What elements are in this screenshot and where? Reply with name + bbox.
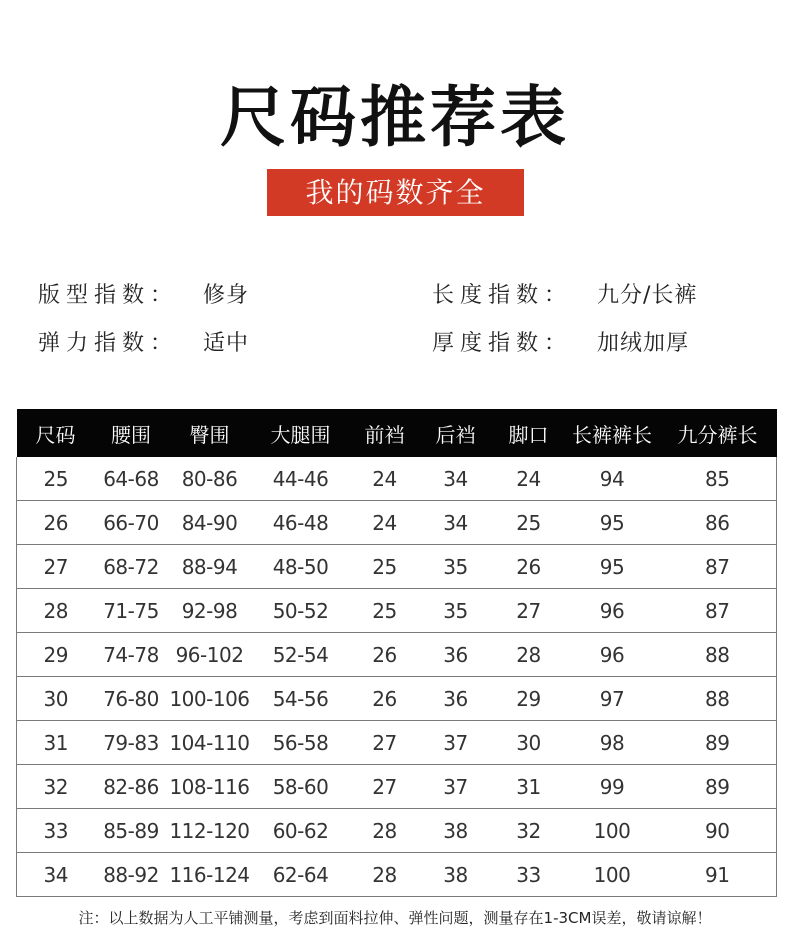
cell-thigh: 58-60 (252, 765, 350, 809)
cell-hip: 104-110 (168, 721, 252, 765)
cell-thigh: 50-52 (252, 589, 350, 633)
spec-fit-value: 修身 (203, 283, 250, 308)
cell-hip: 88-94 (168, 545, 252, 589)
cell-thigh: 60-62 (252, 809, 350, 853)
cell-front-rise: 24 (350, 457, 420, 501)
cell-ankle-length: 90 (659, 809, 777, 853)
spec-length-label: 长度指数： (432, 283, 573, 308)
table-row (17, 677, 777, 721)
cell-hip: 96-102 (168, 633, 252, 677)
cell-leg-opening: 24 (492, 457, 566, 501)
spec-thickness-value: 加绒加厚 (597, 331, 690, 356)
cell-thigh: 56-58 (252, 721, 350, 765)
header-ankle-length: 九分裤长 (659, 409, 777, 457)
cell-thigh: 48-50 (252, 545, 350, 589)
spec-elasticity-label: 弹力指数： (38, 331, 179, 356)
table-row (17, 809, 777, 853)
header-waist: 腰围 (95, 409, 168, 457)
size-table (16, 409, 777, 897)
header-size: 尺码 (17, 409, 95, 457)
header-hip: 臀围 (168, 409, 252, 457)
cell-full-length: 96 (566, 589, 659, 633)
cell-size: 31 (17, 721, 95, 765)
page-title: 尺码推荐表 (220, 79, 570, 156)
cell-front-rise: 28 (350, 853, 420, 897)
cell-hip: 92-98 (168, 589, 252, 633)
table-row (17, 589, 777, 633)
cell-ankle-length: 86 (659, 501, 777, 545)
cell-waist: 76-80 (95, 677, 168, 721)
cell-full-length: 100 (566, 853, 659, 897)
cell-waist: 66-70 (95, 501, 168, 545)
cell-full-length: 97 (566, 677, 659, 721)
spec-thickness-label: 厚度指数： (432, 331, 573, 356)
cell-front-rise: 26 (350, 633, 420, 677)
cell-front-rise: 25 (350, 545, 420, 589)
cell-full-length: 100 (566, 809, 659, 853)
cell-ankle-length: 91 (659, 853, 777, 897)
cell-ankle-length: 89 (659, 721, 777, 765)
cell-full-length: 95 (566, 545, 659, 589)
cell-leg-opening: 30 (492, 721, 566, 765)
spec-thickness (432, 329, 689, 359)
table-row (17, 501, 777, 545)
cell-ankle-length: 88 (659, 633, 777, 677)
cell-size: 26 (17, 501, 95, 545)
cell-leg-opening: 25 (492, 501, 566, 545)
cell-back-rise: 36 (420, 633, 492, 677)
cell-back-rise: 37 (420, 765, 492, 809)
cell-waist: 74-78 (95, 633, 168, 677)
cell-leg-opening: 29 (492, 677, 566, 721)
cell-thigh: 44-46 (252, 457, 350, 501)
cell-back-rise: 38 (420, 853, 492, 897)
cell-leg-opening: 31 (492, 765, 566, 809)
cell-front-rise: 27 (350, 721, 420, 765)
table-row (17, 853, 777, 897)
cell-ankle-length: 88 (659, 677, 777, 721)
cell-size: 29 (17, 633, 95, 677)
cell-size: 27 (17, 545, 95, 589)
cell-hip: 112-120 (168, 809, 252, 853)
cell-front-rise: 26 (350, 677, 420, 721)
cell-size: 32 (17, 765, 95, 809)
size-range-badge: 我的码数齐全 (267, 169, 524, 216)
cell-size: 30 (17, 677, 95, 721)
spec-elasticity-value: 适中 (203, 331, 250, 356)
cell-leg-opening: 28 (492, 633, 566, 677)
cell-waist: 64-68 (95, 457, 168, 501)
cell-hip: 80-86 (168, 457, 252, 501)
cell-back-rise: 34 (420, 457, 492, 501)
cell-ankle-length: 89 (659, 765, 777, 809)
cell-waist: 85-89 (95, 809, 168, 853)
cell-leg-opening: 33 (492, 853, 566, 897)
cell-front-rise: 24 (350, 501, 420, 545)
cell-full-length: 99 (566, 765, 659, 809)
table-row (17, 721, 777, 765)
cell-back-rise: 35 (420, 545, 492, 589)
cell-waist: 79-83 (95, 721, 168, 765)
cell-front-rise: 28 (350, 809, 420, 853)
cell-waist: 88-92 (95, 853, 168, 897)
cell-hip: 100-106 (168, 677, 252, 721)
cell-hip: 84-90 (168, 501, 252, 545)
cell-size: 34 (17, 853, 95, 897)
cell-ankle-length: 87 (659, 545, 777, 589)
table-header-row (17, 409, 777, 457)
cell-full-length: 96 (566, 633, 659, 677)
table-row (17, 457, 777, 501)
cell-full-length: 98 (566, 721, 659, 765)
header-thigh: 大腿围 (252, 409, 350, 457)
cell-back-rise: 36 (420, 677, 492, 721)
cell-back-rise: 34 (420, 501, 492, 545)
cell-thigh: 46-48 (252, 501, 350, 545)
cell-back-rise: 37 (420, 721, 492, 765)
cell-front-rise: 27 (350, 765, 420, 809)
cell-leg-opening: 27 (492, 589, 566, 633)
spec-length-value: 九分/长裤 (597, 283, 698, 308)
header-leg-opening: 脚口 (492, 409, 566, 457)
header-full-length: 长裤裤长 (566, 409, 659, 457)
cell-thigh: 52-54 (252, 633, 350, 677)
cell-front-rise: 25 (350, 589, 420, 633)
cell-leg-opening: 26 (492, 545, 566, 589)
header-back-rise: 后裆 (420, 409, 492, 457)
cell-thigh: 62-64 (252, 853, 350, 897)
table-row (17, 765, 777, 809)
cell-thigh: 54-56 (252, 677, 350, 721)
measurement-note: 注：以上数据为人工平铺测量，考虑到面料拉伸、弹性问题，测量存在1-3CM误差，敬请谅解！ (78, 909, 712, 927)
cell-hip: 108-116 (168, 765, 252, 809)
spec-elasticity (38, 329, 249, 359)
cell-size: 25 (17, 457, 95, 501)
cell-full-length: 94 (566, 457, 659, 501)
spec-fit (38, 281, 249, 311)
table-row (17, 545, 777, 589)
cell-ankle-length: 85 (659, 457, 777, 501)
cell-hip: 116-124 (168, 853, 252, 897)
cell-size: 28 (17, 589, 95, 633)
cell-leg-opening: 32 (492, 809, 566, 853)
cell-waist: 82-86 (95, 765, 168, 809)
cell-ankle-length: 87 (659, 589, 777, 633)
header-front-rise: 前裆 (350, 409, 420, 457)
cell-full-length: 95 (566, 501, 659, 545)
cell-waist: 68-72 (95, 545, 168, 589)
cell-back-rise: 35 (420, 589, 492, 633)
cell-waist: 71-75 (95, 589, 168, 633)
cell-size: 33 (17, 809, 95, 853)
spec-fit-label: 版型指数： (38, 283, 179, 308)
spec-length (432, 281, 697, 311)
table-row (17, 633, 777, 677)
cell-back-rise: 38 (420, 809, 492, 853)
